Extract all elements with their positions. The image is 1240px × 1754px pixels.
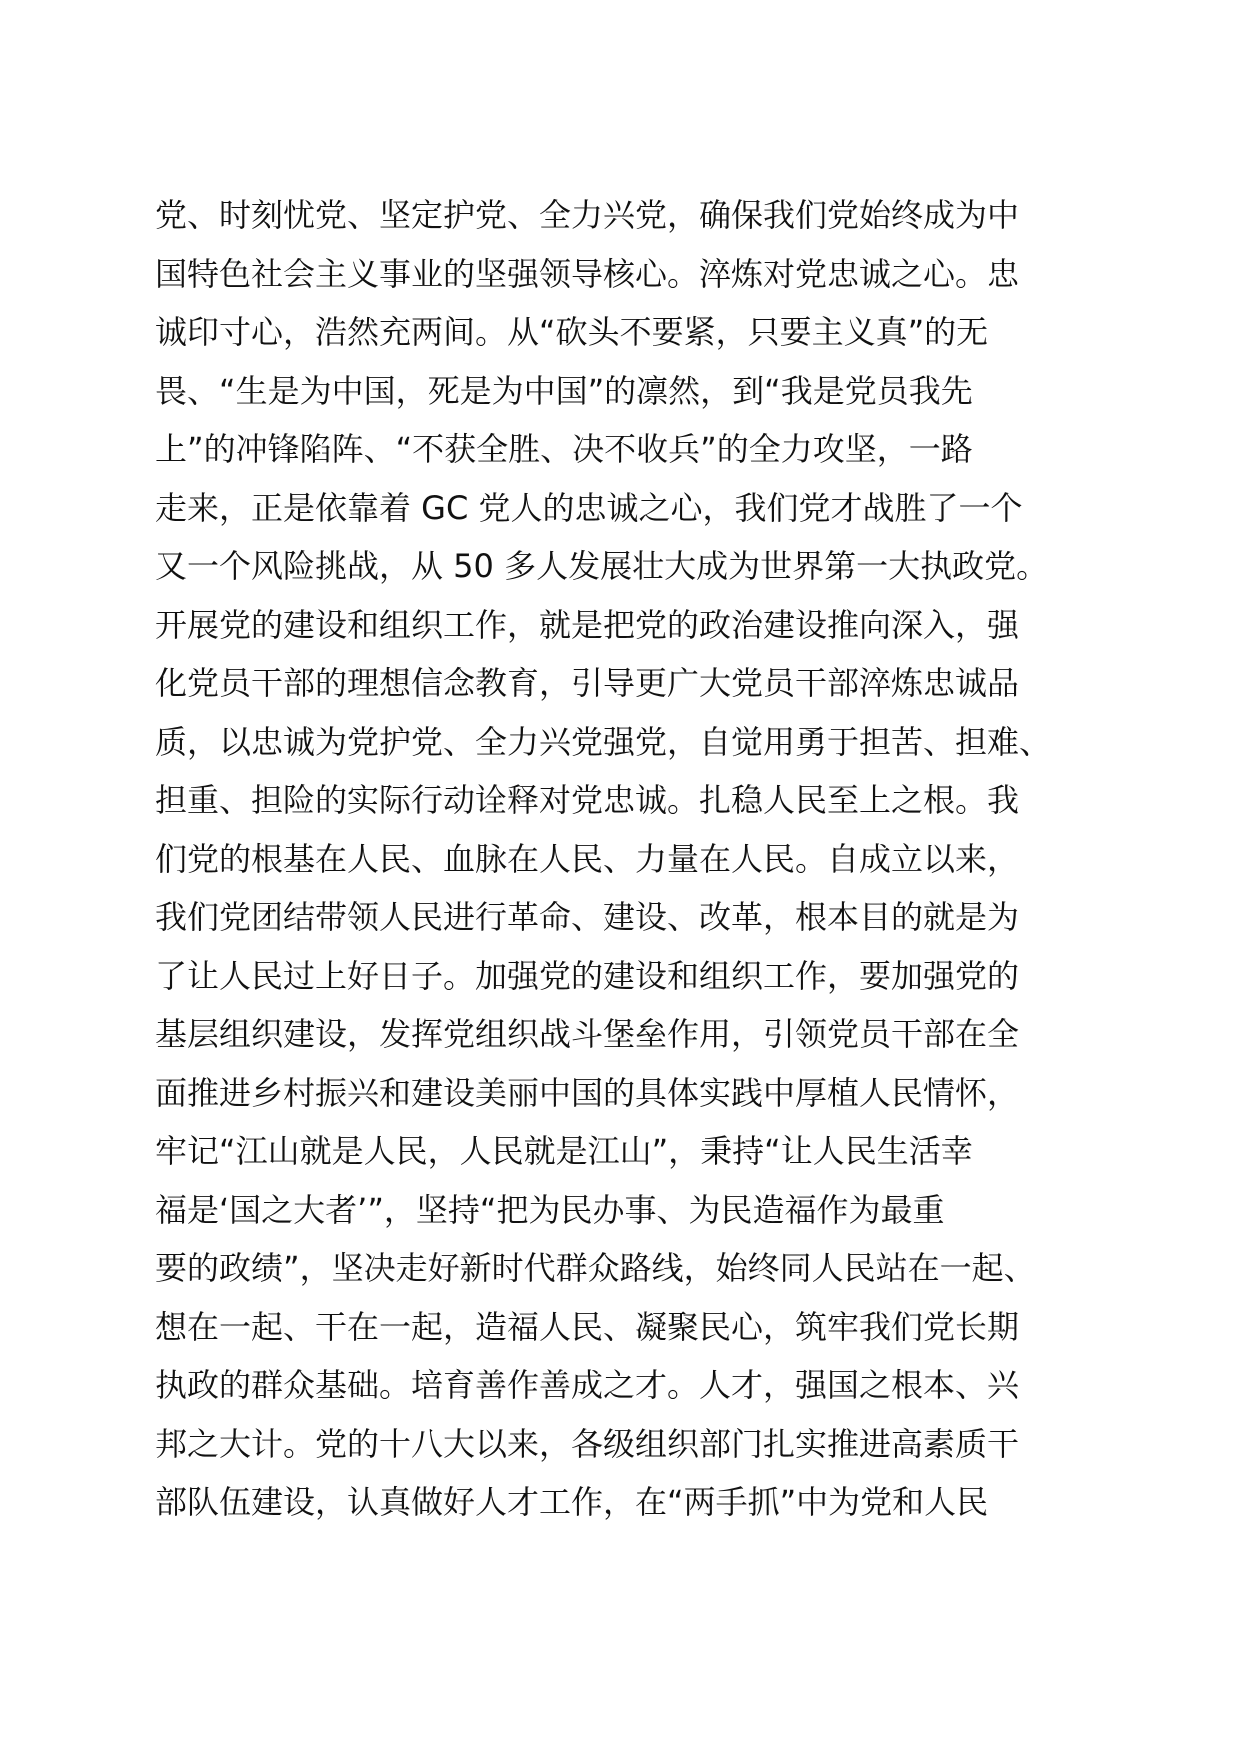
text-line: 面推进乡村振兴和建设美丽中国的具体实践中厚植人民情怀， <box>155 1073 1020 1112</box>
text-line: 牢记“江山就是人民，人民就是江山”，秉持“让人民生活幸 <box>155 1132 973 1170</box>
text-line: 又一个风险挑战，从 50 多人发展壮大成为世界第一大执政党。 <box>155 547 1049 585</box>
text-line: 国特色社会主义事业的坚强领导核心。淬炼对党忠诚之心。忠 <box>155 254 1020 293</box>
text-line: 们党的根基在人民、血脉在人民、力量在人民。自成立以来， <box>155 839 1020 878</box>
text-line: 党、时刻忧党、坚定护党、全力兴党，确保我们党始终成为中 <box>155 196 1020 234</box>
text-line: 上”的冲锋陷阵、“不获全胜、决不收兵”的全力攻坚，一路 <box>155 430 973 468</box>
body-text <box>155 186 1075 1532</box>
text-line: 担重、担险的实际行动诠释对党忠诚。扎稳人民至上之根。我 <box>155 781 1020 819</box>
text-line: 邦之大计。党的十八大以来，各级组织部门扎实推进高素质干 <box>155 1424 1020 1463</box>
text-line: 开展党的建设和组织工作，就是把党的政治建设推向深入，强 <box>155 605 1020 644</box>
text-line: 部队伍建设，认真做好人才工作，在“两手抓”中为党和人民 <box>155 1483 989 1521</box>
text-line: 畏、“生是为中国，死是为中国”的凛然，到“我是党员我先 <box>155 371 973 410</box>
text-line: 基层组织建设，发挥党组织战斗堡垒作用，引领党员干部在全 <box>155 1015 1020 1053</box>
text-line: 诚印寸心，浩然充两间。从“砍头不要紧，只要主义真”的无 <box>155 313 989 351</box>
text-line: 执政的群众基础。培育善作善成之才。人才，强国之根本、兴 <box>155 1366 1020 1404</box>
text-line: 了让人民过上好日子。加强党的建设和组织工作，要加强党的 <box>155 956 1020 995</box>
text-line: 福是‘国之大者’”，坚持“把为民办事、为民造福作为最重 <box>155 1190 945 1229</box>
text-line: 想在一起、干在一起，造福人民、凝聚民心，筑牢我们党长期 <box>155 1307 1020 1346</box>
text-line: 走来，正是依靠着 GC 党人的忠诚之心，我们党才战胜了一个 <box>155 488 1023 527</box>
text-line: 要的政绩”，坚决走好新时代群众路线，始终同人民站在一起、 <box>155 1249 1036 1287</box>
text-line: 化党员干部的理想信念教育，引导更广大党员干部淬炼忠诚品 <box>155 664 1020 702</box>
text-line: 质，以忠诚为党护党、全力兴党强党，自觉用勇于担苦、担难、 <box>155 722 1052 761</box>
text-line: 我们党团结带领人民进行革命、建设、改革，根本目的就是为 <box>155 898 1020 936</box>
